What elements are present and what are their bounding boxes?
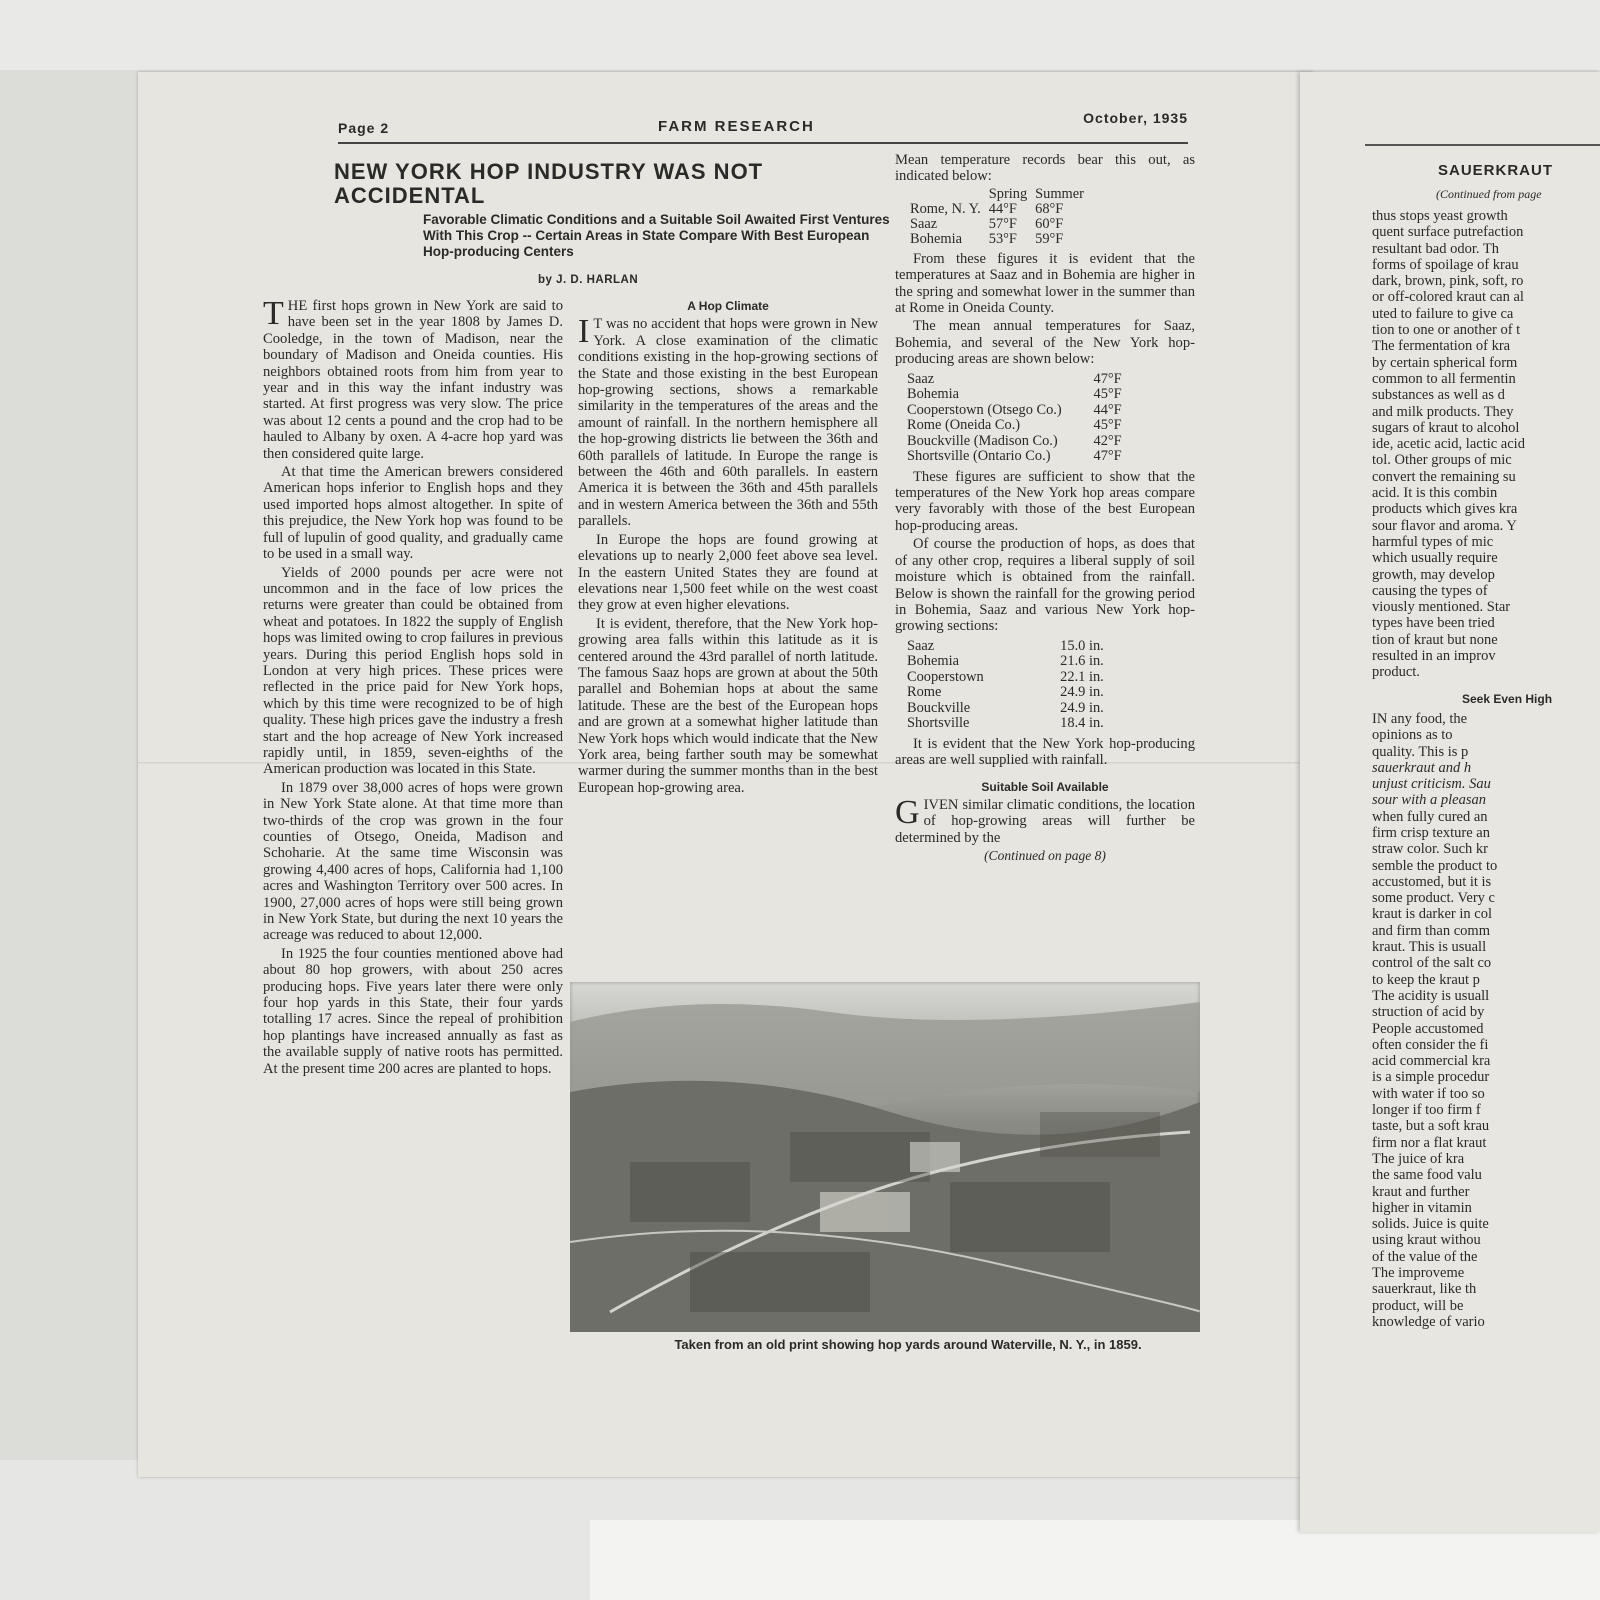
continued-note: (Continued from page [1436, 187, 1542, 201]
text-line: with water if too so [1372, 1085, 1485, 1102]
text-line: sauerkraut, like th [1372, 1281, 1477, 1298]
table-row: Shortsville 18.4 in. [907, 715, 1104, 732]
table-row: Shortsville (Ontario Co.) 47°F [907, 448, 1122, 465]
column-2 [578, 298, 878, 798]
text-line: tol. Other groups of mic [1372, 452, 1512, 469]
text-line: accustomed, but it is [1372, 873, 1492, 890]
newsletter-page-2 [138, 72, 1313, 1477]
text-line: kraut and further [1372, 1183, 1470, 1200]
drop-cap: I [578, 313, 590, 351]
paragraph: GIVEN similar climatic conditions, the location of hop-growing areas will further be determined by the [895, 793, 1195, 846]
right-column [1372, 208, 1600, 1330]
text-line: dark, brown, pink, soft, ro [1372, 273, 1524, 290]
text-line: The juice of kra [1372, 1150, 1465, 1167]
table-row: Saaz 57°F 60°F [910, 215, 1064, 232]
paragraph: In Europe the hops are found growing at elevations up to nearly 2,000 feet above sea level. In the eastern United States they are found at elevations near 1,500 feet while on the west coast they grow at even higher elevations. [578, 531, 878, 614]
text-line: quality. This is p [1372, 743, 1469, 760]
masthead-rule [1365, 144, 1600, 146]
paragraph: THE first hops grown in New York are said to have been set in the year 1808 by James D. Cooledge, in the town of Madison, near the boundary of Madison and Oneida counties. His neighbors obtained roots from him from year to year and in this way the infant industry was started. At first progress was very slow. The price was about 12 cents a pound and the crop had to be hauled to Albany by oxen. A 4-acre hop yard was then considered quite large. [263, 295, 563, 462]
text-line: using kraut withou [1372, 1232, 1481, 1249]
newsletter-page-3-partial [1300, 72, 1600, 1532]
text-line: some product. Very c [1372, 890, 1495, 907]
text-line: firm crisp texture an [1372, 824, 1490, 841]
table-row: Rome 24.9 in. [907, 684, 1104, 701]
text-line: sour with a pleasan [1372, 792, 1486, 809]
text-line: unjust criticism. Sau [1372, 776, 1491, 793]
table-row: Bohemia 21.6 in. [907, 653, 1104, 670]
text-line: The acidity is usuall [1372, 987, 1490, 1004]
text-line: types have been tried [1372, 615, 1495, 632]
paragraph: Mean temperature records bear this out, as indicated below: [895, 152, 1195, 185]
text-line: acid commercial kra [1372, 1053, 1491, 1070]
column-1 [263, 295, 563, 1079]
text-line: control of the salt co [1372, 955, 1492, 972]
table-row: Bohemia 45°F [907, 386, 1122, 403]
text-line: or off-colored kraut can al [1372, 289, 1524, 306]
seasonal-temperature-table [910, 187, 1092, 247]
table-row: Rome, N. Y. 44°F 68°F [910, 200, 1064, 217]
text-line: resultant bad odor. Th [1372, 240, 1499, 257]
text-line: and firm than comm [1372, 922, 1490, 939]
text-line: and milk products. They [1372, 403, 1514, 420]
masthead-rule [338, 142, 1188, 144]
paragraph: At that time the American brewers considered American hops inferior to English hops and they used imported hops almost altogether. In spite of this prejudice, the New York hop was found to be full of lupulin of good quality, and gradually came to be used in a small way. [263, 464, 563, 563]
text-line: when fully cured an [1372, 808, 1488, 825]
article-byline: by J. D. HARLAN [538, 274, 639, 286]
publication-title: FARM RESEARCH [658, 118, 815, 135]
text-line: solids. Juice is quite [1372, 1216, 1489, 1233]
text-line: often consider the fi [1372, 1036, 1489, 1053]
paragraph: Yields of 2000 pounds per acre were not uncommon and in the face of low prices the returns were greater than could be obtained from wheat and potatoes. In 1822 the supply of English hops was limited owing to crop failures in previous years. During this period English hops sold in London at very high prices. These prices were reflected in the price paid for New York hops, which by this time were recognized to be of high quality. These high prices gave the industry a fresh start and the hop acreage of New York increased rapidly until, in 1859, seven-eighths of the American production was located in this State. [263, 564, 563, 778]
background-top [0, 0, 1600, 70]
background-bottom-right [590, 1520, 1600, 1600]
paragraph: The mean annual temperatures for Saaz, Bohemia, and several of the New York hop-producing areas are shown below: [895, 318, 1195, 368]
drop-cap: T [263, 295, 284, 332]
paragraph: Of course the production of hops, as does that of any other crop, requires a liberal supply of soil moisture which is obtained from the rainfall. Below is shown the rainfall for the growing period in Bohemia, Saaz and various New York hop-growing sections: [895, 536, 1195, 635]
text-line: harmful types of mic [1372, 533, 1494, 550]
text-line: products which gives kra [1372, 501, 1518, 518]
continued-note: (Continued on page 8) [984, 848, 1106, 864]
text-line: uted to failure to give ca [1372, 305, 1514, 322]
text-line: resulted in an improv [1372, 648, 1496, 665]
text-line: tion to one or another of t [1372, 322, 1521, 339]
table-row: Cooperstown 22.1 in. [907, 668, 1104, 685]
section-heading: Seek Even High [1462, 691, 1553, 706]
rainfall-table [907, 639, 1104, 732]
text-line: product. [1372, 664, 1420, 681]
text-line: opinions as to [1372, 727, 1453, 744]
table-row: Bohemia 53°F 59°F [910, 230, 1064, 247]
table-row: Saaz 15.0 in. [907, 637, 1104, 654]
text-line: struction of acid by [1372, 1004, 1485, 1021]
table-header: Spring [988, 185, 1028, 202]
text-line: convert the remaining su [1372, 468, 1516, 485]
paragraph: It is evident that the New York hop-producing areas are well supplied with rainfall. [895, 735, 1195, 769]
paragraph: From these figures it is evident that the temperatures at Saaz and in Bohemia are higher in the spring and somewhat lower in the summer than at Rome in Oneida County. [895, 250, 1195, 317]
text-line: sour flavor and aroma. Y [1372, 517, 1517, 534]
section-heading: A Hop Climate [687, 299, 769, 313]
text-line: is a simple procedur [1372, 1069, 1490, 1086]
article-subhead: Favorable Climatic Conditions and a Suitable Soil Awaited First Ventures With This Crop -- Certain Areas in State Compare With Best European Hop-producing Centers [423, 212, 890, 259]
text-line: firm nor a flat kraut [1372, 1134, 1487, 1151]
text-line: longer if too firm f [1372, 1102, 1481, 1119]
annual-temperature-table [907, 372, 1122, 465]
text-line: higher in vitamin [1372, 1199, 1472, 1216]
masthead [338, 112, 1188, 142]
table-row: Rome (Oneida Co.) 45°F [907, 417, 1122, 434]
paragraph: In 1879 over 38,000 acres of hops were grown in New York State alone. At that time more than two-thirds of the crop was grown in the four counties of Otsego, Oneida, Madison and Schoharie. At the same time Wisconsin was growing 4,400 acres of hops, California had 1,100 acres and Washington Territory over 500 acres. In 1900, 27,000 acres of hops were still being grown in New York State, but during the next 10 years the acreage was reduced to about 12,000. [263, 779, 563, 944]
text-line: quent surface putrefaction [1372, 224, 1524, 241]
text-line: sugars of kraut to alcohol [1372, 419, 1520, 436]
text-line: the same food valu [1372, 1167, 1482, 1184]
paragraph: I T was no accident that hops were grown in New York. A close examination of the climatic conditions existing in the hop-growing sections of the State and those existing in the best European hop-growing sections, shows a remarkable similarity in the temperatures of the areas and the amount of rainfall. In the northern hemisphere all the hop-growing districts lie between the 36th and 60th parallels of latitude. In Europe the range is between the 46th and 60th parallels. In eastern America it is between the 36th and 45th parallels and in western America between the 36th and 55th parallels. [578, 313, 878, 530]
article-headline: SAUERKRAUT [1438, 162, 1553, 179]
table-row: Bouckville (Madison Co.) 42°F [907, 432, 1122, 449]
text-line: tion of kraut but none [1372, 631, 1498, 648]
text-line: IN any food, the [1372, 710, 1468, 727]
text-line: The improveme [1372, 1265, 1465, 1281]
text-line: causing the types of [1372, 582, 1488, 599]
text-line: viously mentioned. Star [1372, 599, 1511, 616]
table-row: Saaz 47°F [907, 370, 1122, 387]
page-number: Page 2 [338, 120, 390, 136]
text-line: straw color. Such kr [1372, 841, 1488, 858]
text-line: kraut. This is usuall [1372, 939, 1487, 956]
text-line: thus stops yeast growth [1372, 208, 1508, 224]
text-line: by certain spherical form [1372, 354, 1518, 371]
text-line: which usually require [1372, 550, 1498, 567]
text-line: substances as well as d [1372, 387, 1505, 404]
table-row: Cooperstown (Otsego Co.) 44°F [907, 401, 1122, 418]
figure-caption: Taken from an old print showing hop yards around Waterville, N. Y., in 1859. [674, 1337, 1142, 1352]
issue-date: October, 1935 [1083, 110, 1188, 126]
text-line: sauerkraut and h [1372, 759, 1472, 776]
text-line: growth, may develop [1372, 566, 1495, 583]
text-line: People accustomed [1372, 1020, 1484, 1037]
column-3 [895, 152, 1195, 867]
text-line: of the value of the [1372, 1248, 1478, 1265]
table-header: Summer [1035, 185, 1084, 202]
text-line: common to all fermentin [1372, 370, 1516, 387]
paragraph: It is evident, therefore, that the New York hop-growing area falls within this latitude as it is centered around the 43rd parallel of north latitude. The famous Saaz hops are grown at about the 50th parallel and Bohemian hops at about the same latitude. These are the best of the European hops and are grown at a somewhat higher latitude than New York hops which would indicate that the New York area, being farther south may be somewhat warmer during the summer months than in the best European hop-growing area. [578, 615, 878, 796]
text-line: product, will be [1372, 1297, 1464, 1314]
paragraph: These figures are sufficient to show that the temperatures of the New York hop areas compare very favorably with those of the best European hop-producing areas. [895, 468, 1195, 534]
text-line: taste, but a soft krau [1372, 1118, 1490, 1135]
drop-cap: G [895, 793, 920, 831]
article-headline: NEW YORK HOP INDUSTRY WAS NOT ACCIDENTAL [334, 159, 764, 208]
text-line: ide, acetic acid, lactic acid [1372, 436, 1525, 453]
paragraph: In 1925 the four counties mentioned above had about 80 hop growers, with about 250 acres producing hops. Five years later there were only four hop yards in this State, their four yards totalling 17 acres. Since the repeal of prohibition hop plantings have increased annually as fast as the available supply of native roots has permitted. At the present time 200 acres are planted to hops. [263, 945, 563, 1077]
text-line: The fermentation of kra [1372, 338, 1511, 355]
engraving-illustration [570, 982, 1200, 1332]
text-line: forms of spoilage of krau [1372, 256, 1519, 273]
text-line: kraut is darker in col [1372, 906, 1492, 923]
text-line: knowledge of vario [1372, 1313, 1485, 1330]
table-row: Bouckville 24.9 in. [907, 699, 1104, 716]
hop-yards-illustration [570, 982, 1200, 1332]
section-heading: Suitable Soil Available [981, 779, 1109, 794]
text-line: semble the product to [1372, 857, 1498, 874]
text-line: acid. It is this combin [1372, 485, 1498, 502]
text-line: to keep the kraut p [1372, 971, 1480, 988]
